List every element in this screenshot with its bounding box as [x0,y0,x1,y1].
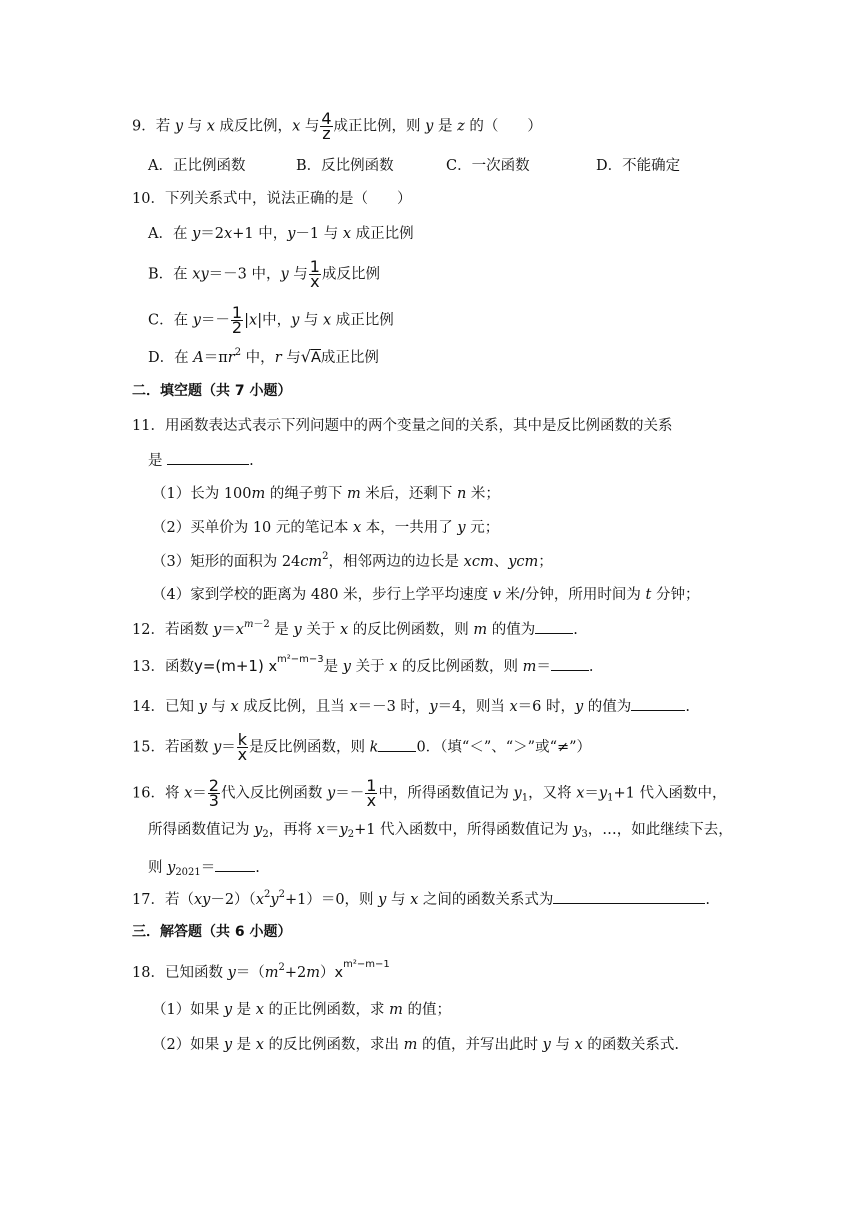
question-18-item-2: （2）如果 y 是 x 的反比例函数，求出 m 的值，并写出此时 y 与 x 的函数关系式. [152,1037,679,1053]
question-16-line-3: 则 $y_{2021}=$ . [148,857,260,878]
question-10-option-d: D．在 $A=\pi r^2$ 中，r 与√A成正比例 [148,347,379,366]
answer-blank[interactable] [215,857,255,872]
question-11-line-2: 是 . [148,450,254,471]
question-11-item-2: （2）买单价为 10 元的笔记本 x 本，一共用了 y 元； [152,520,500,536]
question-10: 10．下列关系式中，说法正确的是（ ） [132,191,412,207]
question-10-option-b: B．在 xy＝－3 中，y 与 $\frac{1}{x}$ 成反比例 [148,257,380,291]
question-14: 14．已知 y 与 x 成反比例，且当 x＝－3 时，y＝4，则当 x＝6 时，y 的值为 . [132,696,690,717]
answer-blank[interactable] [378,737,416,752]
question-10-option-c: C．在 y＝－ $\frac{1}{2}$ |x|中，y 与 x 成正比例 [148,303,394,337]
fraction-4-over-z: $\frac{4}{z}$ [321,109,332,143]
fraction-1-over-2: $\frac{1}{2}$ [231,303,243,337]
option-b: B．反比例函数 [296,158,394,174]
question-15: 15．若函数 y＝ $\frac{k}{x}$ 是反比例函数，则 k 0．（填“＜”、“＞”或“≠”） [132,730,592,764]
sqrt-symbol: √ [300,347,311,366]
question-9: 9．若 y 与 x 成反比例，x 与 $\frac{4}{z}$ 成正比例，则 y 是 z 的（ ） [132,109,542,143]
answer-blank[interactable] [167,450,249,465]
fraction-1-over-x: $\frac{1}{x}$ [309,257,320,291]
question-12: 12．若函数 $y=x^{m-2}$ 是 y 关于 x 的反比例函数，则 m 的值为 . [132,619,578,638]
fraction-k-over-x: $\frac{k}{x}$ [237,730,248,764]
fraction-1-over-x: $\frac{1}{x}$ [366,776,377,810]
question-18-item-1: （1）如果 y 是 x 的正比例函数，求 m 的值； [152,1002,452,1018]
fraction-2-over-3: $\frac{2}{3}$ [208,776,219,810]
question-18: 18．已知函数 $y=(m^2+2m)x^{m^2-m-1}$ [132,959,390,981]
question-11-item-1: （1）长为 100m 的绳子剪下 m 米后，还剩下 n 米； [152,486,500,502]
section-fill-in-blank-heading: 二．填空题（共 7 小题） [132,383,292,399]
section-solution-heading: 三．解答题（共 6 小题） [132,924,292,940]
question-17: 17．若$(xy-2)(x^2y^2+1)=0$，则 y 与 x 之间的函数关系式为 . [132,889,710,908]
answer-blank[interactable] [551,656,589,671]
answer-blank[interactable] [553,889,705,904]
answer-blank[interactable] [631,696,685,711]
question-11-line-1: 11．用函数表达式表示下列问题中的两个变量之间的关系，其中是反比例函数的关系 [132,418,673,434]
question-11-item-3: （3）矩形的面积为 $24cm^2$，相邻两边的边长是 xcm、ycm； [152,551,553,570]
question-16-line-1: 16．将 x＝ $\frac{2}{3}$ 代入反比例函数 y＝－ $\frac{1}{x}$ 中，所得函数值记为 $y_1$，又将 $x=y_1+1$ 代入函数中， [132,776,727,810]
question-11-item-4: （4）家到学校的距离为 480 米，步行上学平均速度 v 米/分钟，所用时间为 t 分钟； [152,587,700,603]
question-10-option-a: A．在 y＝2x+1 中，y－1 与 x 成正比例 [148,226,414,242]
answer-blank[interactable] [535,619,573,634]
option-d: D．不能确定 [596,158,681,174]
option-a: A．正比例函数 [148,158,246,174]
question-13: 13．函数y=(m+1) $x^{m^2-m-3}$是 y 关于 x 的反比例函数，则 m＝ . [132,654,594,675]
question-16-line-2: 所得函数值记为 $y_2$，再将 $x=y_2+1$ 代入函数中，所得函数值记为 $y_3$，…，如此继续下去， [148,822,733,840]
option-c: C．一次函数 [446,158,530,174]
